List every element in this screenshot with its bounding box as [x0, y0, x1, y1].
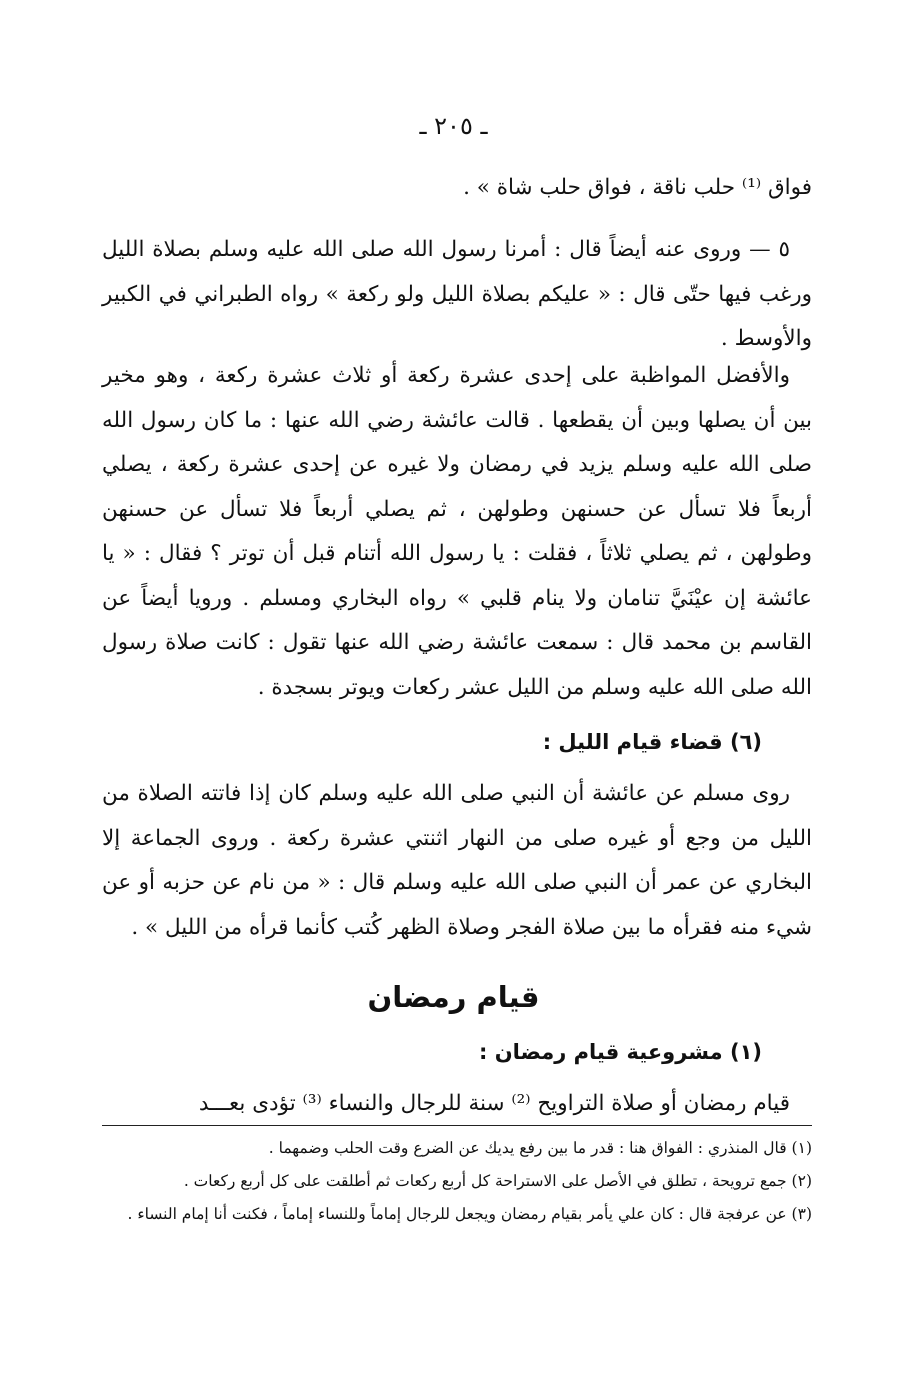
paragraph-text: قيام رمضان أو صلاة التراويح ⁽²⁾ سنة للرجال والنساء ⁽³⁾ تؤدى بعـــد: [198, 1091, 790, 1116]
footnote-divider: [102, 1125, 812, 1126]
subheading-mashruiyya: (١) مشروعية قيام رمضان :: [478, 1040, 762, 1064]
footnote-2: (٢) جمع ترويحة ، تطلق في الأصل على الاستراحة كل أربع ركعات ثم أطلقت على كل أربع ركعات .: [183, 1172, 812, 1190]
paragraph-text: ٥ — وروى عنه أيضاً قال : أمرنا رسول الله صلى الله عليه وسلم بصلاة الليل ورغب فيها حتّى قال : « عليكم بصلاة الليل ولو ركعة » رواه الطبراني في الكبير والأوسط .: [102, 237, 812, 351]
paragraph-preferred-rakat: [102, 354, 812, 710]
page-number: ـ ٢٠٥ ـ: [419, 112, 488, 140]
footnote-3: (٣) عن عرفجة قال : كان علي يأمر بقيام رمضان ويجعل للرجال إماماً وللنساء إماماً ، فكنت أنا إمام النساء .: [127, 1205, 812, 1223]
footnote-1: (١) قال المنذري : الفواق هنا : قدر ما بين رفع يديك عن الضرع وقت الحلب وضمهما .: [268, 1139, 812, 1157]
paragraph-hadith-5: [102, 228, 812, 362]
paragraph-hadith-end: [102, 166, 812, 211]
footnotes: [102, 1136, 812, 1235]
paragraph-qada: [102, 772, 812, 950]
paragraph-tarawih: [102, 1082, 812, 1127]
paragraph-text: فواق ⁽¹⁾ حلب ناقة ، فواق حلب شاة » .: [463, 175, 812, 200]
subheading-qada-qiyam: (٦) قضاء قيام الليل :: [542, 730, 762, 754]
paragraph-text: روى مسلم عن عائشة أن النبي صلى الله عليه وسلم كان إذا فاتته الصلاة من الليل من وجع أو غيره صلى من النهار اثنتي عشرة ركعة . وروى الجماعة إلا البخاري عن عمر أن النبي صلى الله عليه وسلم قال : « من نام عن حزبه أو عن شيء منه فقرأه ما بين صلاة الفجر وصلاة الظهر كُتب كأنما قرأه من الليل » .: [102, 781, 812, 940]
paragraph-text: والأفضل المواظبة على إحدى عشرة ركعة أو ثلاث عشرة ركعة ، وهو مخير بين أن يصلها وبين أن يقطعها . قالت عائشة رضي الله عنها : ما كان رسول الله صلى الله عليه وسلم يزيد في رمضان ولا غيره عن إحدى عشرة ركعة ، يصلي أربعاً فلا تسأل عن حسنهن وطولهن ، ثم يصلي أربعاً فلا تسأل عن حسنهن وطولهن ، ثم يصلي ثلاثاً ، فقلت : يا رسول الله أتنام قبل أن توتر ؟ فقال : « يا عائشة إن عيْنَيَّ تنامان ولا ينام قلبي » رواه البخاري ومسلم . ورويا أيضاً عن القاسم بن محمد قال : سمعت عائشة رضي الله عنها تقول : كانت صلاة رسول الله صلى الله عليه وسلم من الليل عشر ركعات ويوتر بسجدة .: [102, 363, 812, 700]
section-title: قيام رمضان: [367, 980, 540, 1014]
